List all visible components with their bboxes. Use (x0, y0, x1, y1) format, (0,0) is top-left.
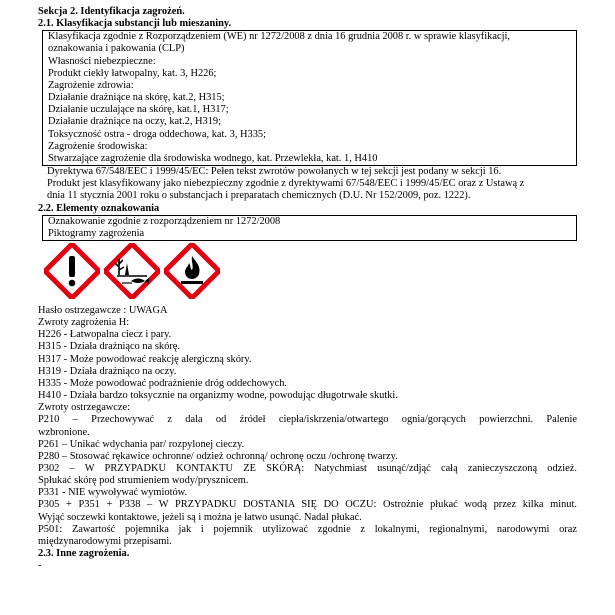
clp-text-line-2: oznakowania i pakowania (CLP) (48, 43, 185, 55)
h-statement: H410 - Działa bardzo toksycznie na organizmy wodne, powodując długotrwałe skutki. (38, 390, 398, 402)
h-statements-label: Zwroty zagrożenia H: (38, 317, 130, 329)
flame-icon (164, 243, 220, 299)
h-statement: H315 - Działa drażniąco na skórę. (38, 341, 180, 353)
p-statement-p501: P501: Zawartość pojemnika jak i pojemnik utylizować zgodnie z lokalnymi, regionalnymi, narodowymi oraz (38, 523, 577, 535)
health-hazard-item: Toksyczność ostra - droga oddechowa, kat. 3, H335; (48, 128, 266, 140)
exclamation-mark-icon (44, 243, 100, 299)
product-classification-line-1: Produkt jest klasyfikowany jako niebezpieczny zgodnie z dyrektywami 67/548/EEC i 1999/45/EC oraz z Ustawą z (47, 178, 525, 190)
environment-hazards-label: Zagrożenie środowiska: (48, 140, 148, 152)
heading-2-2: 2.2. Elementy oznakowania (38, 202, 160, 214)
p-statements-label: Zwroty ostrzegawcze: (38, 402, 131, 414)
physical-hazards-label: Własności niebezpieczne: (48, 55, 156, 67)
product-classification-line-2: dnia 11 stycznia 2001 roku o substancjach i preparatach chemicznych (D.U. Nr 152/2009, poz. 1222). (47, 190, 471, 202)
physical-hazard-item: Produkt ciekły łatwopalny, kat. 3, H226; (48, 67, 217, 79)
other-hazards-value: - (38, 560, 42, 572)
pictograms-row (42, 243, 577, 301)
classification-box-clp (42, 30, 577, 166)
p-statement-p331: P331 - NIE wywoływać wymiotów. (38, 487, 188, 499)
p-statement-p280: P280 – Stosować rękawice ochronne/ odzież ochronną/ ochronę oczu /ochronę twarzy. (38, 450, 398, 462)
h-statement: H319 - Działa drażniąco na oczy. (38, 365, 177, 377)
signal-word: Hasło ostrzegawcze : UWAGA (38, 304, 168, 316)
directive-note: Dyrektywa 67/548/EEC i 1999/45/EC: Pełen tekst zwrotów powołanych w tej sekcji jest podany w sekcji 16. (47, 166, 502, 178)
labelling-regulation: Oznakowanie zgodnie z rozporządzeniem nr 1272/2008 (48, 215, 281, 227)
p-statement-p305-cont: Wyjąć soczewki kontaktowe, jeżeli są i można je łatwo usunąć. Nadal płukać. (38, 511, 362, 523)
p-statement-p302-cont: Spłukać skórę pod strumieniem wody/prysznicem. (38, 475, 249, 487)
health-hazard-item: Działanie drażniące na skórę, kat.2, H315; (48, 92, 225, 104)
p-statement-p501-cont: międzynarodowymi przepisami. (38, 535, 172, 547)
p-statement-p261: P261 – Unikać wdychania par/ rozpylonej cieczy. (38, 438, 245, 450)
h-statement: H226 - Łatwopalna ciecz i pary. (38, 329, 172, 341)
health-hazards-label: Zagrożenie zdrowia: (48, 79, 134, 91)
h-statement: H317 - Może powodować reakcję alergiczną skóry. (38, 353, 252, 365)
p-statement-p210: P210 – Przechowywać z dala od źródeł ciepła/iskrzenia/otwartego ognia/gorących powierzchni. Palenie (38, 414, 577, 426)
p-statement-p302: P302 – W PRZYPADKU KONTAKTU ZE SKÓRĄ: Natychmiast usunąć/zdjąć całą zanieczyszczoną odzież. (38, 463, 577, 474)
heading-2-3: 2.3. Inne zagrożenia. (38, 548, 130, 560)
clp-text-line-1: Klasyfikacja zgodnie z Rozporządzeniem (WE) nr 1272/2008 z dnia 16 grudnia 2008 r. w sprawie klasyfikacji, (48, 31, 510, 43)
health-hazard-item: Działanie uczulające na skórę, kat.1, H317; (48, 104, 229, 116)
section-title: Sekcja 2. Identyfikacja zagrożeń. (38, 6, 185, 17)
p-statement-p305: P305 + P351 + P338 – W PRZYPADKU DOSTANIA SIĘ DO OCZU: Ostrożnie płukać wodą przez kilka minut. (38, 499, 577, 511)
environment-icon (104, 243, 160, 299)
heading-2-1: 2.1. Klasyfikacja substancji lub mieszaniny. (38, 18, 232, 30)
pictograms-label: Piktogramy zagrożenia (48, 227, 145, 239)
health-hazard-item: Działanie drażniące na oczy, kat.2, H319; (48, 116, 221, 128)
p-statement-p210-cont: wzbronione. (38, 426, 90, 438)
environment-hazard-item: Stwarzające zagrożenie dla środowiska wodnego, kat. Przewlekła, kat. 1, H410 (48, 152, 378, 164)
h-statement: H335 - Może powodować podrażnienie dróg oddechowych. (38, 377, 288, 389)
labelling-box (42, 215, 577, 241)
